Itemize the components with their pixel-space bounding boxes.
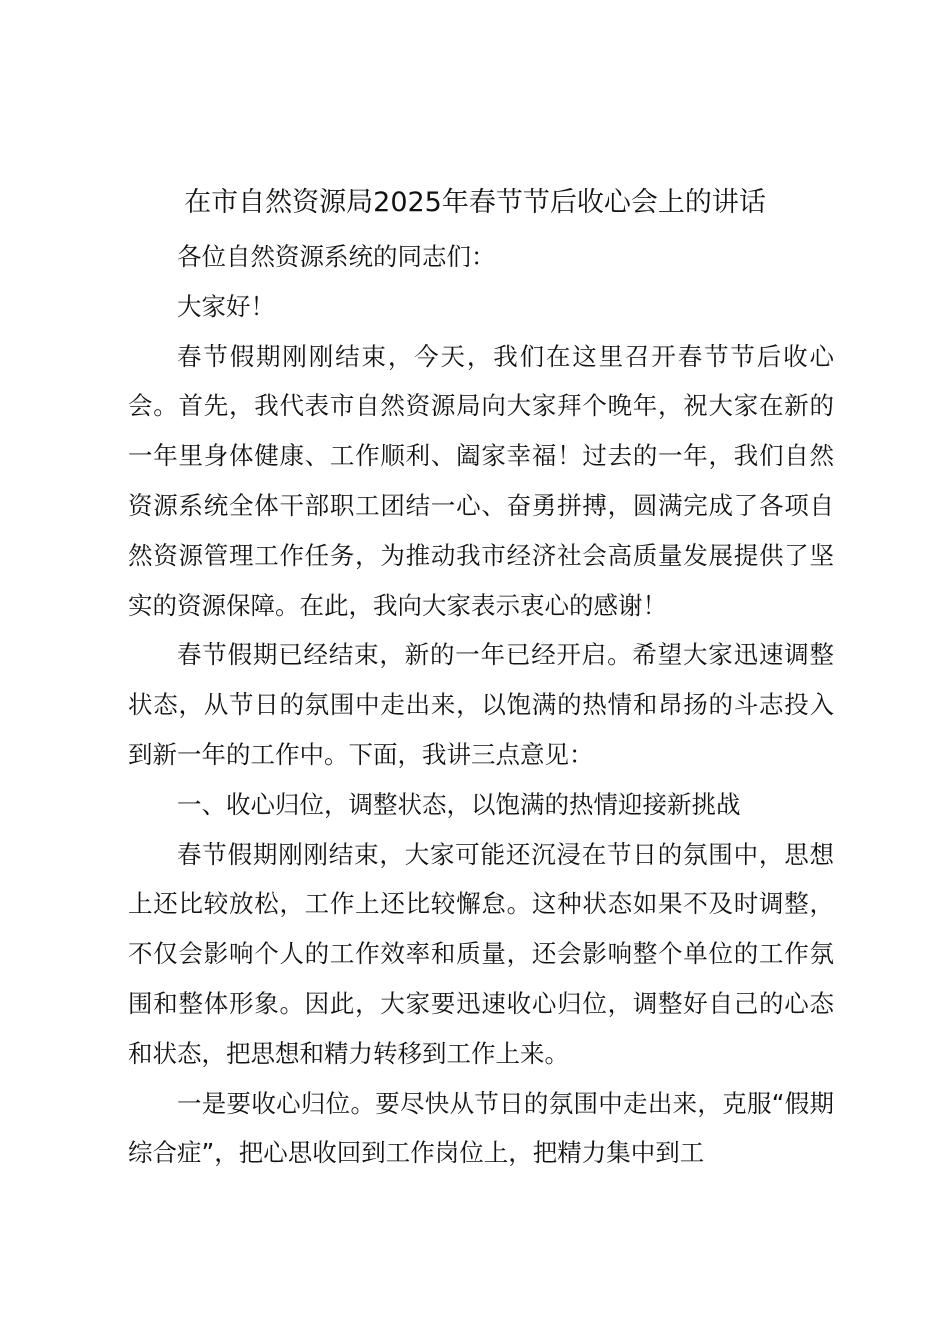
document-title: 在市自然资源局2025年春节节后收心会上的讲话 (184, 187, 766, 218)
paragraph-transition: 春节假期已经结束，新的一年已经开启。希望大家迅速调整状态，从节日的氛围中走出来，以饱满的热情和昂扬的斗志投入到新一年的工作中。下面，我讲三点意见： (128, 640, 834, 769)
section-heading-1: 一、收心归位，调整状态，以饱满的热情迎接新挑战 (177, 789, 741, 819)
salutation: 各位自然资源系统的同志们： (177, 242, 496, 271)
paragraph-point-1: 一是要收心归位。要尽快从节日的氛围中走出来，克服“假期综合症”，把心思收回到工作岗位上，把精力集中到工 (128, 1088, 834, 1168)
paragraph-intro: 春节假期刚刚结束，今天，我们在这里召开春节节后收心会。首先，我代表市自然资源局向大家拜个晚年，祝大家在新的一年里身体健康、工作顺利、阖家幸福！过去的一年，我们自然资源系统全体干部职工团结一心、奋勇拼搏，圆满完成了各项自然资源管理工作任务，为推动我市经济社会高质量发展提供了坚实的资源保障。在此，我向大家表示衷心的感谢！ (128, 341, 834, 620)
greeting: 大家好！ (177, 291, 275, 321)
document-body (128, 232, 834, 1178)
paragraph-section-1: 春节假期刚刚结束，大家可能还沉浸在节日的氛围中，思想上还比较放松，工作上还比较懈怠。这种状态如果不及时调整，不仅会影响个人的工作效率和质量，还会影响整个单位的工作氛围和整体形象。因此，大家要迅速收心归位，调整好自己的心态和状态，把思想和精力转移到工作上来。 (128, 839, 834, 1068)
